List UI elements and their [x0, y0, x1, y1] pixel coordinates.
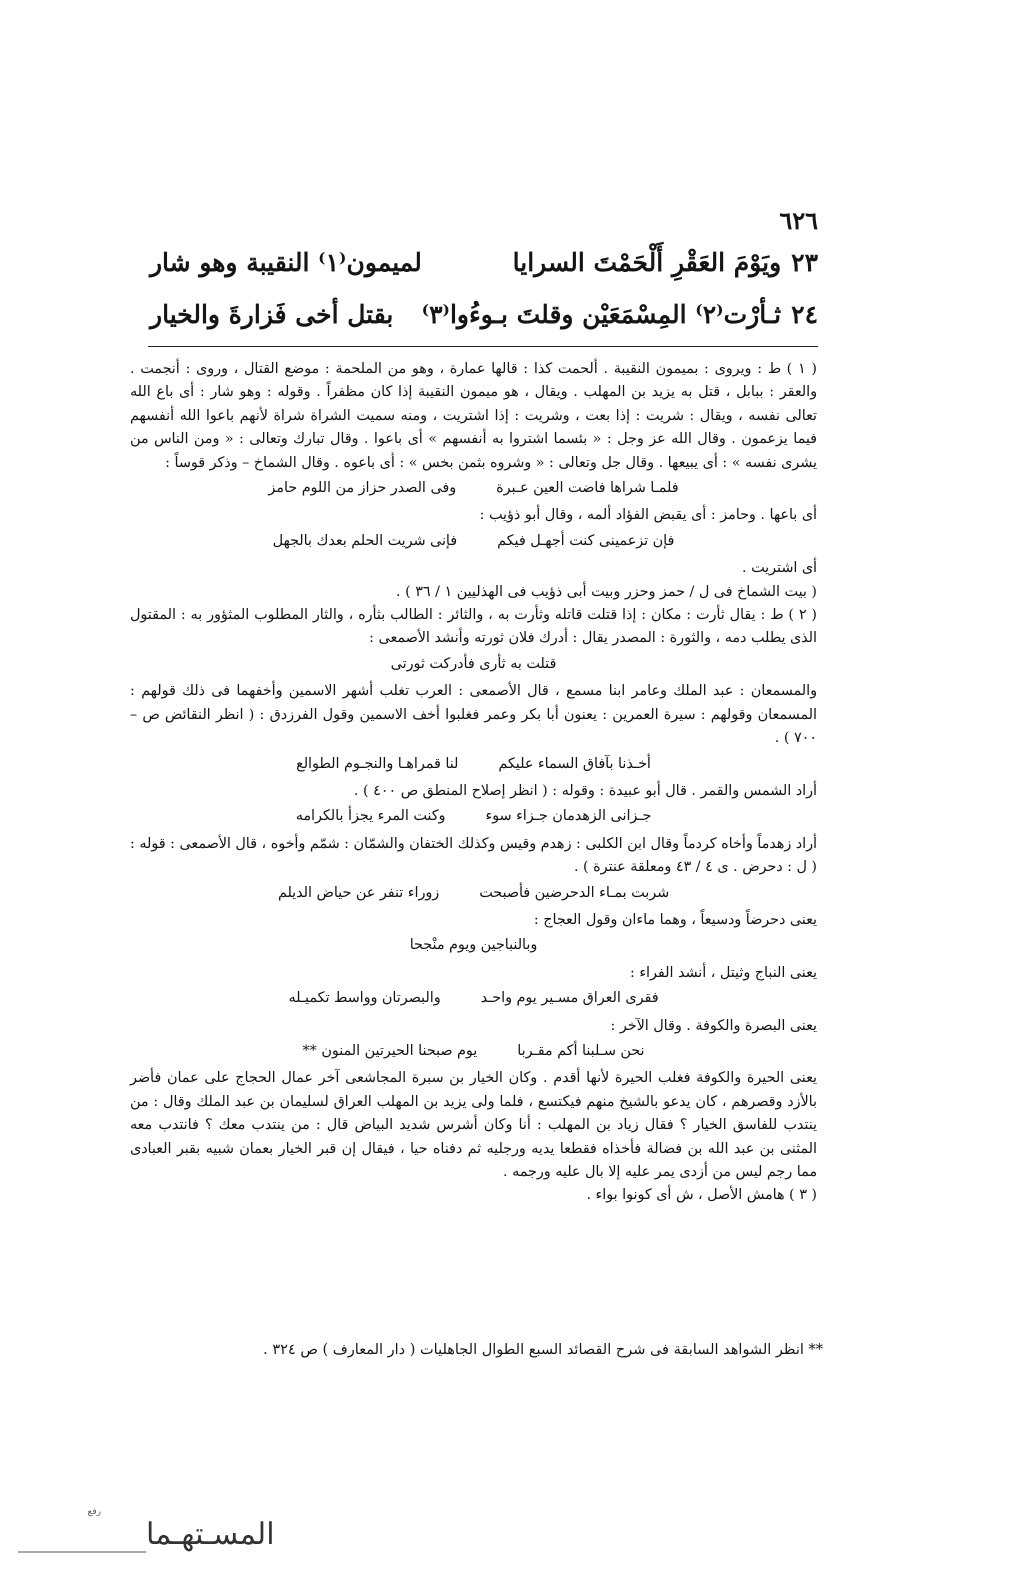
verse-second-hemistich: لميمون⁽١⁾ النقيبة وهو شار: [149, 248, 422, 277]
quoted-verse-second-hemistich: يوم صبحنا الحيرتين المنون **: [302, 1042, 478, 1059]
quoted-verse-second-hemistich: زوراء تنفر عن حياض الديلم: [277, 884, 440, 901]
quoted-verse-second-hemistich: وكنت المرء يجزأ بالكرامه: [295, 808, 446, 825]
footnote-paragraph: أراد زهدماً وأخاه كردماً وقال ابن الكلبى : زهدم وقيس وكذلك الختفان والشمّان : شمّم وأخوه ، قال الأصمعى : قوله : ( ل : دحرض . ى ٤ / ٤٣ ومعلقة عنترة ) .: [130, 835, 817, 876]
page-number: ٦٢٦: [779, 206, 818, 235]
footnote-paragraph: يعنى الحيرة والكوفة فغلب الحيرة لأنها أقدم . وكان الخيار بن سبرة المجاشعى آخر عمال الحجاج على عمان فأضر بالأزد وقصرهم ، كان يدعو بالشيخ منهم فيكتسع ، فلما ولى يزيد بن المهلب العراق لسليمان بن عبد الملك وقال : من ينتدب للفاسق الخيار ؟ فقال زياد بن المهلب : أنا وكان أشرس شديد البياض قال : من ينتدب معك ؟ فانتدب معه المثنى بن عبد الله بن فضالة فأخذاه فقطعا يديه ورجليه ثم دفناه حيا ، فيقال إن قبر الخيار بعمان شبيه بقبر العبادى مما رجم ليس من أزدى يمر عليه إلا بال عليه ورجمه .: [130, 1070, 817, 1180]
footnote-paragraph: ( ٣ ) هامش الأصل ، ش أى كونوا بواء .: [586, 1187, 817, 1204]
quoted-verse: [130, 1040, 817, 1063]
verse-line: [150, 248, 818, 300]
footnote-paragraph: أراد الشمس والقمر . قال أبو عبيدة : وقوله : ( انظر إصلاح المنطق ص ٤٠٠ ) .: [353, 782, 817, 799]
quoted-verse-first-hemistich: شربت بمـاء الدحرضين فأصبحت: [479, 884, 670, 901]
quoted-verse-first-hemistich: أخـذنا بآفاق السماء عليكم: [498, 755, 651, 772]
verse-first-hemistich: ويَوْمَ العَقْرِ أَلْحَمْتَ السرايا: [512, 248, 782, 277]
quoted-verse: [130, 882, 817, 905]
seal-subtext: رفع: [87, 1507, 101, 1517]
quoted-verse: [130, 477, 817, 500]
verse-number: ٢٣: [791, 248, 818, 277]
quoted-verse-first-hemistich: فإن تزعمينى كنت أجهـل فيكم: [497, 532, 675, 549]
footnote-paragraph: يعنى دحرضاً ودسيعاً ، وهما ماءان وقول العجاج :: [533, 911, 817, 928]
footnote-paragraph: يعنى النباج وثيتل ، أنشد الفراء :: [629, 964, 817, 981]
footnote-paragraph: ( ١ ) ط : ويروى : بميمون النقيبة . ألحمت كذا : قالها عمارة ، وهو من الملحمة : موضع القتال ، وروى : أنجمت . والعقر : ببابل ، قتل به يزيد بن المهلب . ويقال ، هو ميمون النقيبة إذا كان مظفراً . وقوله : وهو شار : أى باع الله تعالى نفسه ، ويقال : شريت : إذا بعت ، وشريت : إذا اشتريت ، ومنه سميت الشراة شراة لأنهم باعوا الله أنفسهم فيما يزعمون . وقال الله عز وجل : « بئسما اشتروا به أنفسهم » أى باعوا . وقال تبارك وتعالى : « ومن الناس من يشرى نفسه » : أى يبيعها . وقال جل وتعالى : « وشروه بثمن بخس » : أى باعوه . وقال الشماخ – وذكر قوساً :: [130, 361, 817, 471]
quoted-verse: [130, 653, 817, 676]
footnote-paragraph: ( ٢ ) ط : يقال ثأرت : مكان : إذا قتلت قاتله وثأرت به ، والثائر : الطالب بثأره ، والثار المطلوب المثؤور به : المقتول الذى يطلب دمه ، والثورة : المصدر يقال : أدرك فلان ثورته وأنشد الأصمعى :: [130, 607, 817, 647]
quoted-verse-first-hemistich: قتلت به ثأرى فأدركت ثورتى: [390, 655, 557, 672]
seal-text: المسـتهـما: [146, 1517, 275, 1552]
footnote-paragraph: يعنى البصرة والكوفة . وقال الآخر :: [610, 1017, 817, 1034]
quoted-verse: [130, 934, 817, 957]
quoted-verse-first-hemistich: فقرى العراق مسـير يوم واحـد: [480, 990, 659, 1007]
quoted-verse-second-hemistich: والبصرتان وواسط تكميـله: [288, 990, 441, 1007]
quoted-verse: [130, 987, 817, 1010]
verse-line: [150, 300, 818, 352]
verse-second-hemistich: بقتل أخى فَزارةَ والخيار: [150, 300, 394, 329]
library-seal-logo: [6, 1500, 275, 1560]
footnote-paragraph: والمسمعان : عبد الملك وعامر ابنا مسمع ، قال الأصمعى : العرب تغلب أشهر الاسمين وأخفهما فى ذلك قولهم : المسمعان وقولهم : سيرة العمرين : يعنون أبا بكر وعمر فغلبوا أخف الاسمين وقول الفرزدق : ( انظر النقائض ص – ٧٠٠ ) .: [130, 683, 817, 747]
quoted-verse-first-hemistich: نحن سـلبنا أكم مقـربا: [517, 1042, 645, 1059]
quoted-verse: [130, 753, 817, 776]
verse-first-hemistich: ثـأرْت⁽٢⁾ المِسْمَعَيْن وقلتَ بـوءُوا⁽٣⁾: [421, 300, 782, 329]
footnotes: [130, 358, 817, 1208]
footnote-divider: [148, 346, 818, 347]
quoted-verse-second-hemistich: فإنى شريت الحلم بعدك بالجهل: [272, 532, 458, 549]
quoted-verse: [130, 805, 817, 828]
quoted-verse-second-hemistich: وفى الصدر حزاز من اللوم حامز: [268, 480, 457, 497]
verses-block: [150, 248, 818, 352]
verse-number: ٢٤: [791, 300, 818, 329]
footnote-paragraph: ( بيت الشماخ فى ل / حمز وحزر وبيت أبى ذؤيب فى الهذليين ١ / ٣٦ ) .: [395, 583, 817, 600]
quoted-verse-first-hemistich: وبالنباجين ويوم منْجحا: [409, 937, 538, 954]
quoted-verse: [130, 530, 817, 553]
quoted-verse-first-hemistich: جـزانى الزهدمان جـزاء سوء: [485, 808, 652, 825]
final-note: ** انظر الشواهد السابقة فى شرح القصائد السبع الطوال الجاهليات ( دار المعارف ) ص ٣٢٤ .: [263, 1342, 823, 1358]
quoted-verse-second-hemistich: لنا قمراهـا والنجـوم الطوالع: [296, 755, 459, 772]
footnote-paragraph: أى اشتريت .: [742, 560, 817, 577]
quoted-verse-first-hemistich: فلمـا شراها فاضت العين عـبرة: [496, 480, 679, 497]
footnote-paragraph: أى باعها . وحامز : أى يقبض الفؤاد ألمه ، وقال أبو ذؤيب :: [479, 507, 817, 524]
